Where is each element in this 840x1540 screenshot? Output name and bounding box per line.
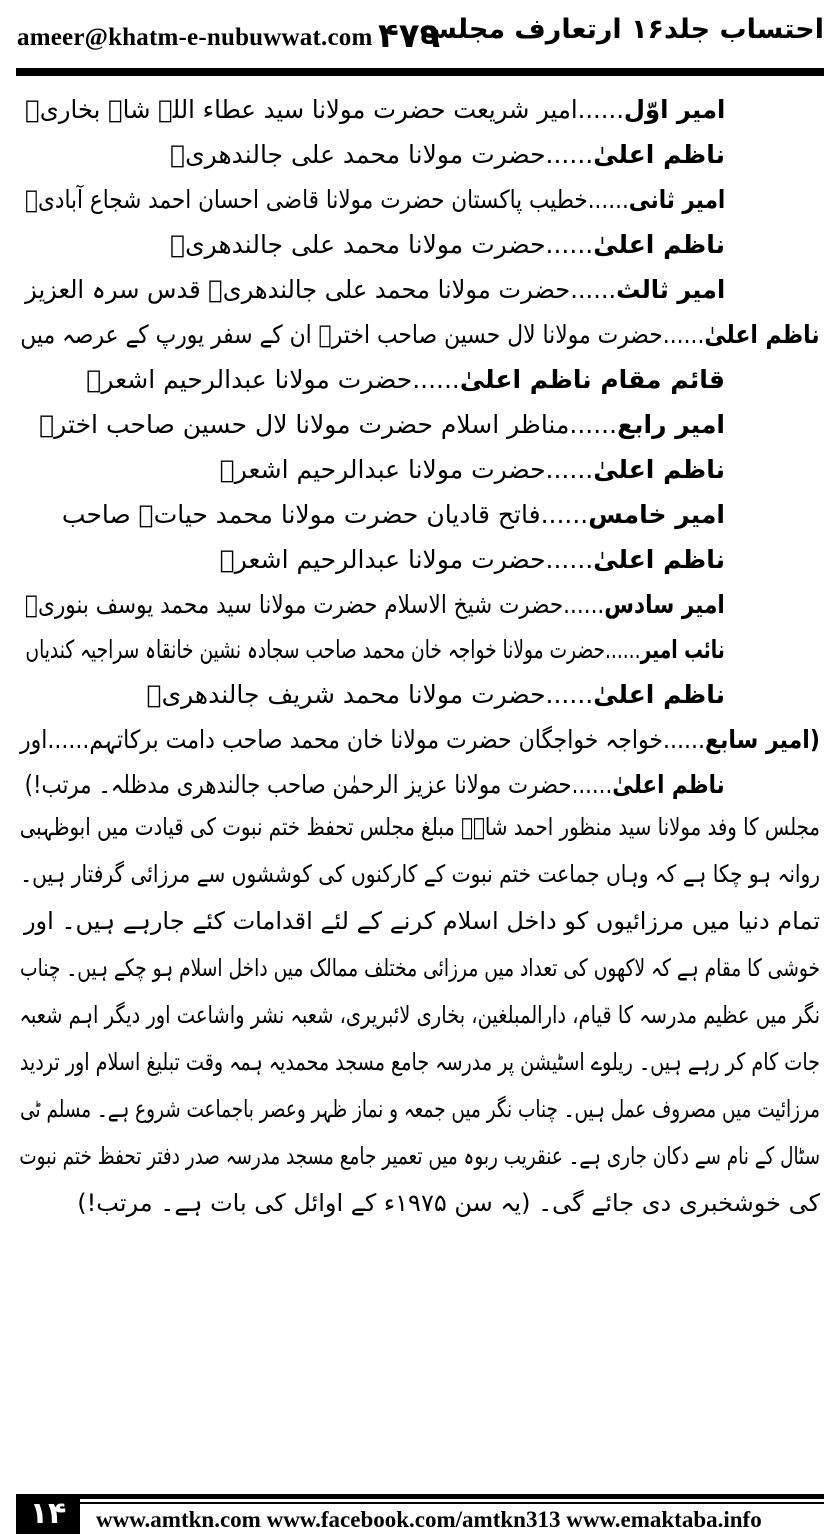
paragraph-line: روانہ ہو چکا ہے کہ وہاں جماعت ختم نبوت کے کارکنوں کی کوششوں سے مرزائی گرفتار ہیں۔: [20, 860, 820, 888]
paragraph-line: نگر میں عظیم مدرسہ کا قیام، دارالمبلغین، بخاری لائبریری، شعبہ نشر واشاعت اور دیگر اہم شعبہ: [19, 1001, 820, 1029]
list-item-label: ناظم اعلیٰ: [593, 545, 725, 574]
list-item-label: امیر ثانی: [628, 185, 725, 214]
list-item-text: ......حضرت مولانا محمد شریف جالندھریؒ: [146, 680, 594, 709]
list-item-label: ناظم اعلیٰ: [593, 140, 725, 169]
list-item: [20, 723, 820, 757]
list-item: [170, 228, 725, 262]
list-item-text: ......حضرت مولانا محمد علی جالندھریؒ: [170, 230, 594, 259]
header-page-number: ۴۷۹: [378, 16, 441, 56]
list-item-text: ......مناظر اسلام حضرت مولانا لال حسین صاحب اخترؒ: [39, 410, 618, 439]
paragraph-line: مرزائیت میں مصروف عمل ہیں۔ چناب نگر میں جمعہ و نماز ظہر وعصر باجماعت شروع ہے۔ مسلم ٹی: [20, 1095, 820, 1123]
list-item-text: ......حضرت مولانا عزیز الرحمٰن صاحب جالندھری مدظلہ۔ مرتب!): [24, 770, 613, 799]
list-item: [26, 633, 725, 667]
list-item-text: ......خطیب پاکستان حضرت مولانا قاضی احسان احمد شجاع آبادیؒ: [24, 185, 629, 214]
paragraph-line: مجلس کا وفد مولانا سید منظور احمد شاہؒ مبلغ مجلس تحفظ ختم نبوت کی قیادت میں ابوظہبی: [19, 813, 820, 841]
footer-rule: [80, 1494, 824, 1499]
footer-rule-thin: [80, 1502, 824, 1504]
list-item-label: امیر سادس: [604, 590, 725, 619]
list-item-label: ناظم اعلیٰ: [593, 455, 725, 484]
list-item: [25, 588, 725, 622]
paragraph-line: سٹال کے نام سے دکان جاری ہے۔ عنقریب ربوہ میں تعمیر جامع مسجد مدرسہ صدر دفتر تحفظ ختم نبوت: [19, 1142, 821, 1170]
list-item-label: قائم مقام ناظم اعلیٰ: [459, 365, 725, 394]
list-item-label: امیر ثالث: [615, 275, 725, 304]
footer-page-number: ۱۴: [16, 1494, 80, 1534]
list-item: [62, 498, 725, 532]
list-item-text: ......حضرت شیخ الاسلام حضرت مولانا سید محمد یوسف بنوریؒ: [25, 590, 605, 619]
list-item: [25, 768, 725, 802]
header-email: ameer@khatm-e-nubuwwat.com: [17, 24, 373, 51]
list-item-label: ناظم اعلیٰ: [704, 320, 820, 349]
list-item: [170, 138, 725, 172]
paragraph-line: تمام دنیا میں مرزائیوں کو داخل اسلام کرنے کے لئے اقدامات کئے جارہے ہیں۔ اور: [23, 907, 820, 935]
list-item-text: ......حضرت مولانا محمد علی جالندھریؒ قدس سرہ العزیز: [24, 275, 616, 304]
list-item-text: ......امیر شریعت حضرت مولانا سید عطاء اللہ شاہ بخاریؒ: [24, 95, 624, 124]
page-header: [0, 0, 840, 80]
list-item: [25, 93, 725, 127]
list-item-label: امیر اوّل: [623, 95, 725, 124]
paragraph-line: جات کام کر رہے ہیں۔ ریلوے اسٹیشن پر مدرسہ جامع مسجد محمدیہ ہمہ وقت تبلیغ اسلام اور تردید: [19, 1048, 820, 1076]
list-item-text: ......حضرت مولانا خواجہ خان محمد صاحب سجادہ نشین خانقاہ سراجیہ کندیاں: [25, 635, 641, 664]
footer-links: www.amtkn.com www.facebook.com/amtkn313 www.emaktaba.info: [96, 1507, 762, 1532]
list-item: [39, 408, 725, 442]
list-item-text: ......حضرت مولانا محمد علی جالندھریؒ: [170, 140, 594, 169]
list-item: [25, 183, 725, 217]
list-item: [21, 318, 820, 352]
list-item-text: ......خواجہ خواجگان حضرت مولانا خان محمد صاحب دامت برکاتہم......اور: [20, 725, 706, 754]
list-item: [25, 273, 725, 307]
list-item-text: ......حضرت مولانا عبدالرحیم اشعرؒ: [219, 545, 594, 574]
list-item-label: امیر رابع: [617, 410, 725, 439]
list-item: [147, 678, 725, 712]
page-footer: [0, 1488, 840, 1540]
list-item-label: نائب امیر: [640, 635, 725, 664]
list-item-text: ......حضرت مولانا عبدالرحیم اشعرؒ: [219, 455, 594, 484]
list-item-text: ......حضرت مولانا لال حسین صاحب اخترؒ ان کے سفر یورپ کے عرصہ میں: [20, 320, 705, 349]
book-title: احتساب جلد۱۶ ارتعارف مجلس: [419, 14, 824, 45]
list-item: [86, 363, 725, 397]
paragraph-line: خوشی کا مقام ہے کہ لاکھوں کی تعداد میں مرزائی مختلف ممالک میں داخل اسلام ہو چکے ہیں۔ چناب: [20, 954, 820, 982]
list-item-label: ناظم اعلیٰ: [593, 680, 725, 709]
list-item-label: ناظم اعلیٰ: [612, 770, 725, 799]
list-item: [220, 543, 725, 577]
list-item-label: ناظم اعلیٰ: [593, 230, 725, 259]
list-item-text: ......فاتح قادیان حضرت مولانا محمد حیاتؒ صاحب: [61, 500, 589, 529]
list-item-label: (امیر سابع: [705, 725, 820, 754]
paragraph-line: کی خوشخبری دی جائے گی۔ (یہ سن ۱۹۷۵ء کے اوائل کی بات ہے۔ مرتب!): [77, 1189, 820, 1217]
list-item-label: امیر خامس: [588, 500, 725, 529]
list-item: [220, 453, 725, 487]
header-rule: [16, 68, 824, 76]
list-item-text: ......حضرت مولانا عبدالرحیم اشعرؒ: [86, 365, 460, 394]
